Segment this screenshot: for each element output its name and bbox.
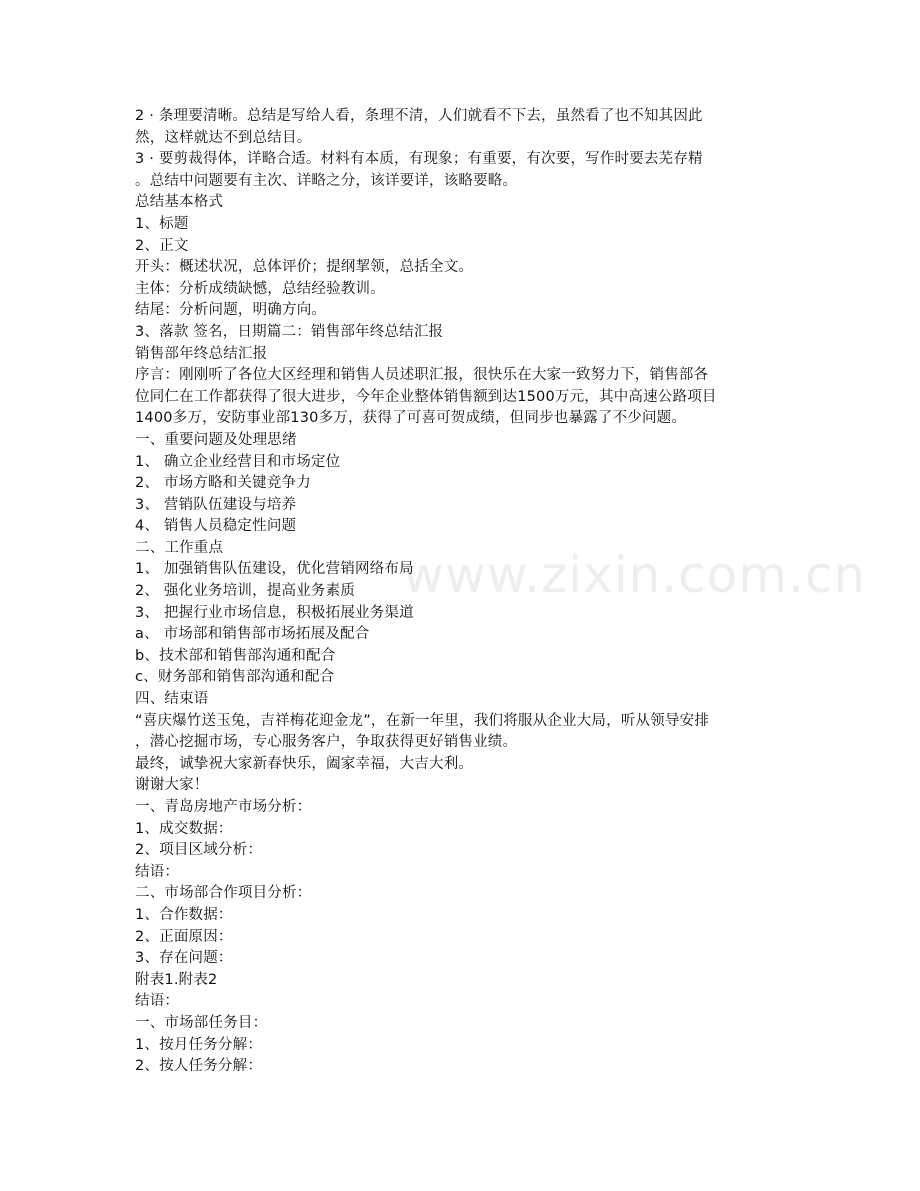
list-item: 1、合作数据： xyxy=(135,906,233,923)
section-heading: 四、结束语 xyxy=(135,691,209,708)
text-line: 开头：概述状况，总体评价；提纲挈领，总括全文。 xyxy=(135,259,474,276)
text-line: 结尾：分析问题，明确方向。 xyxy=(135,302,327,319)
text-line: 3 · 要剪裁得体，详略合适。材料有本质，有现象；有重要，有次要，写作时要去芜存精 xyxy=(135,151,703,168)
list-item: b、技术部和销售部沟通和配合 xyxy=(135,647,336,664)
section-heading: 二、工作重点 xyxy=(135,539,224,556)
text-line: “喜庆爆竹送玉兔，吉祥梅花迎金龙”，在新一年里，我们将服从企业大局，听从领导安排 xyxy=(135,712,710,729)
text-line: 2 · 条理要清晰。总结是写给人看，条理不清，人们就看不下去，虽然看了也不知其因此 xyxy=(135,108,703,124)
section-heading: 一、重要问题及处理思绪 xyxy=(135,431,297,448)
text-line: 1、标题 xyxy=(135,215,189,232)
list-item: a、 市场部和销售部市场拓展及配合 xyxy=(135,626,370,643)
list-item: 2、正面原因： xyxy=(135,928,233,945)
text-line: 然，这样就达不到总结目。 xyxy=(135,129,312,146)
text-line: 序言：刚刚听了各位大区经理和销售人员述职汇报，很快乐在大家一致努力下，销售部各 xyxy=(135,367,709,384)
watermark: www.zixin.com.cn xyxy=(403,546,867,604)
list-item: 3、 把握行业市场信息，积极拓展业务渠道 xyxy=(135,604,414,621)
list-item: 4、 销售人员稳定性问题 xyxy=(135,518,297,535)
list-item: 1、 确立企业经营目和市场定位 xyxy=(135,453,341,470)
text-line: 3、落款 签名，日期篇二：销售部年终总结汇报 xyxy=(135,323,444,340)
list-item: 3、存在问题： xyxy=(135,950,233,967)
section-heading: 一、市场部任务目： xyxy=(135,1014,268,1031)
section-heading: 一、青岛房地产市场分析： xyxy=(135,799,312,815)
text-line: 结语： xyxy=(135,863,180,880)
list-item: 2、 市场方略和关键竞争力 xyxy=(135,475,311,492)
list-item: 1、成交数据： xyxy=(135,820,233,837)
text-line: 主体：分析成绩缺憾，总结经验教训。 xyxy=(135,280,385,297)
text-line: ，潜心挖掘市场，专心服务客户，争取获得更好销售业绩。 xyxy=(135,734,518,751)
section-heading: 销售部年终总结汇报 xyxy=(135,345,268,362)
text-line: 附表1.附表2 xyxy=(135,971,218,988)
text-line: 2、正文 xyxy=(135,237,189,254)
list-item: 1、 加强销售队伍建设，优化营销网络布局 xyxy=(135,561,414,578)
list-item: 3、 营销队伍建设与培养 xyxy=(135,496,297,513)
text-line: 最终，诚挚祝大家新春快乐，阖家幸福，大吉大利。 xyxy=(135,755,474,772)
list-item: 2、 强化业务培训，提高业务素质 xyxy=(135,583,356,600)
text-line: 结语： xyxy=(135,993,180,1010)
list-item: 1、按月任务分解： xyxy=(135,1036,263,1053)
list-item: 2、项目区域分析： xyxy=(135,842,263,859)
list-item: 2、按人任务分解： xyxy=(135,1058,263,1075)
text-line: 谢谢大家！ xyxy=(135,777,209,794)
list-item: c、财务部和销售部沟通和配合 xyxy=(135,669,335,686)
text-line: 位同仁在工作都获得了很大进步，今年企业整体销售额到达1500万元，其中高速公路项目 xyxy=(135,388,717,405)
section-heading: 总结基本格式 xyxy=(135,194,224,211)
section-heading: 二、市场部合作项目分析： xyxy=(135,885,312,902)
text-line: 1400多万，安防事业部130多万，获得了可喜可贺成绩，但同步也暴露了不少问题。 xyxy=(135,410,687,427)
document-body xyxy=(135,106,785,1078)
text-line: 。总结中问题要有主次、详略之分，该详要详，该略要略。 xyxy=(135,172,518,189)
